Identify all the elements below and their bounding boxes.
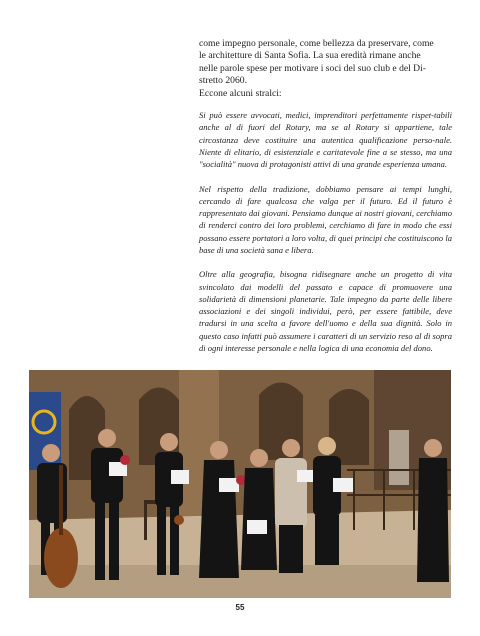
step <box>29 565 451 598</box>
intro-paragraph <box>199 38 452 100</box>
intro-line: le architetture di Santa Sofia. La sua eredità rimane anche <box>199 50 421 62</box>
concert-photo <box>29 370 451 598</box>
text-column <box>199 38 452 354</box>
concert-photo-illustration <box>29 370 451 598</box>
quote-paragraph-2: Nel rispetto della tradizione, dobbiamo pensare ai tempi lunghi, cercando di fare qualcosa che valga per il futuro. Ed il futuro è rappresentato dai giovani. Pensiamo dunque ai nostri giovani, cerchiamo di renderci contro dei loro problemi, cerchiamo di fare in modo che essi possano essere portatori a loro volta, di quei principi che costituiscono la base di una società sana e libera. <box>199 183 452 255</box>
page-number: 55 <box>235 603 245 612</box>
doorway-light <box>389 430 409 485</box>
intro-line: come impegno personale, come bellezza da preservare, come <box>199 38 434 49</box>
quote-paragraph-3: Oltre alla geografia, bisogna ridisegnare anche un progetto di vita svincolato dai modelli del passato e capace di promuovere una solidarietà di dimensioni planetarie. Tale impegno da parte delle libere associazioni e dei singoli individui, però, per essere fattibile, deve tradursi in una scelta a favore dell'uomo e della sua dignità. Solo in questo caso infatti può assumere i caratteri di un servizio reso al di sopra di ogni interesse personale e nella logica di una economia del dono. <box>199 269 452 354</box>
intro-line: nelle parole spese per motivare i soci del suo club e del Di- <box>199 62 426 74</box>
speaker <box>417 439 449 582</box>
intro-line: Eccone alcuni stralci: <box>199 87 282 99</box>
quote-paragraph-1: Si può essere avvocati, medici, imprenditori perfettamente rispet-tabili anche al di fuori del Rotary, ma se al Rotary si appartiene, tale circostanza deve costituire una autentica qualificazione perso-nale. Niente di elitario, di esistenziale e caritatevole fine a se stesso, ma una "socialità" nuova di protagonisti attivi di una grande esperienza umana. <box>199 110 452 170</box>
cello-icon <box>44 528 78 588</box>
intro-line: stretto 2060. <box>199 75 247 87</box>
